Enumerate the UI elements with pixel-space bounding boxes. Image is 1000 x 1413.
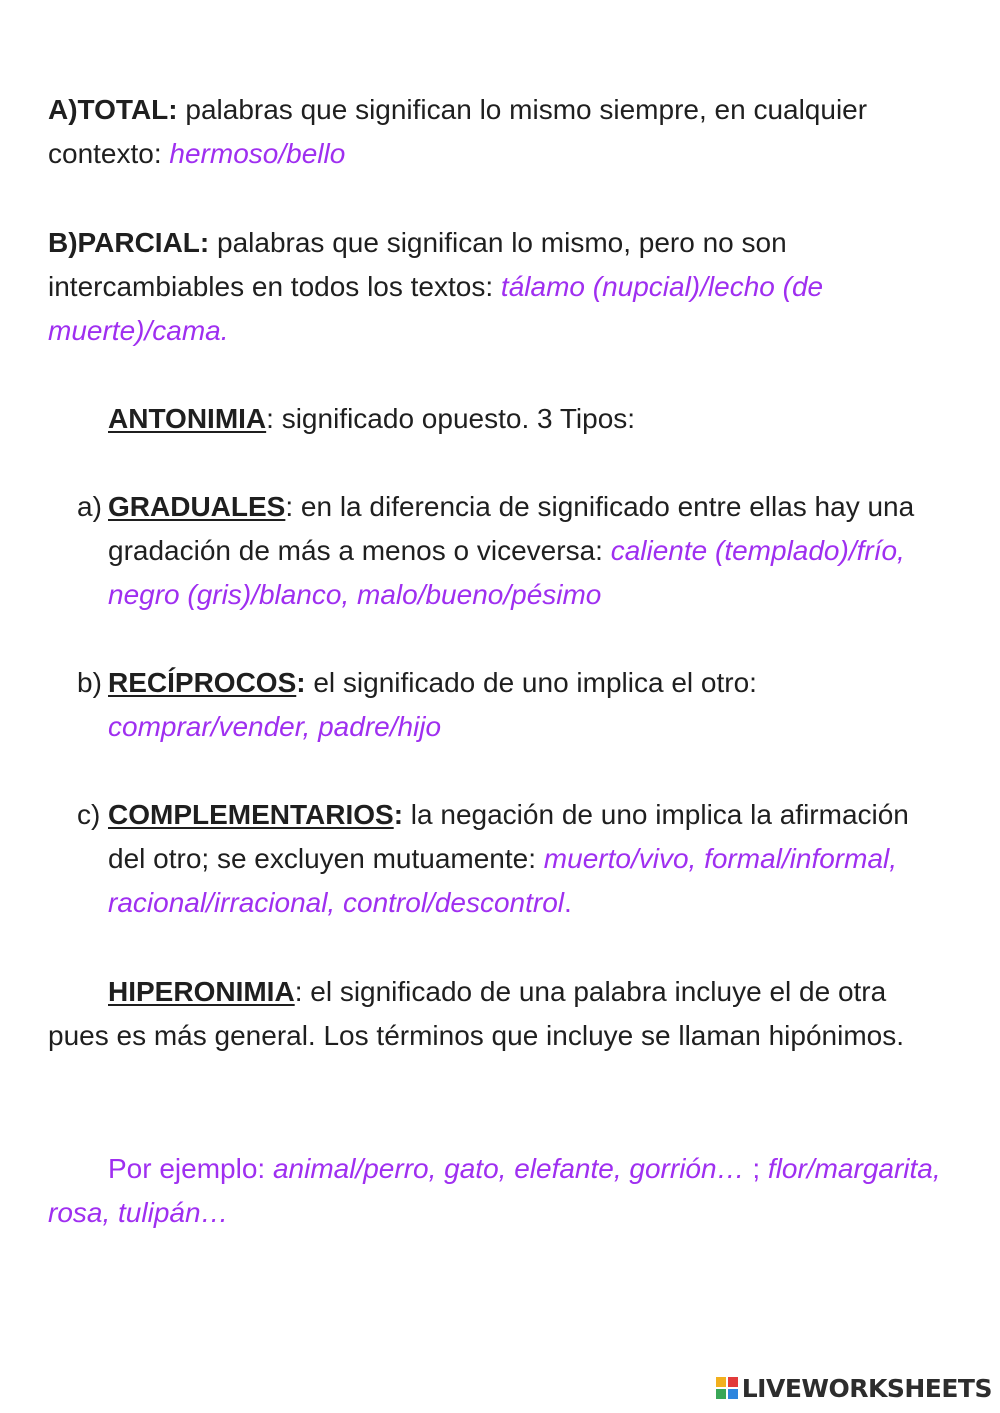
type-example: comprar/vender — [108, 711, 303, 742]
type-text: en la diferencia de significado entre ellas hay una gradación de más a menos o viceversa: — [108, 491, 915, 566]
logo-text: LIVEWORKSHEETS — [741, 1373, 992, 1403]
total-example: hermoso/bello — [169, 138, 346, 169]
type-text: el significado de uno implica el otro: — [305, 667, 757, 698]
antonimia-type-graduales — [77, 485, 948, 617]
hiperonimia-title: HIPERONIMIA — [108, 976, 295, 1007]
ejemplo-intro: Por ejemplo: — [108, 1153, 273, 1184]
sinonimia-parcial — [48, 221, 948, 353]
sinonimia-total — [48, 88, 948, 176]
logo-block — [728, 1377, 738, 1387]
ejemplo-separator: ; — [744, 1153, 768, 1184]
parcial-label: B)PARCIAL: — [48, 227, 210, 258]
antonimia-type-complementarios — [77, 793, 948, 925]
parcial-text: palabras que significan lo mismo, pero no son intercambiables en todos los textos: — [48, 227, 787, 302]
type-text: la negación de uno implica la afirmación del otro; se excluyen mutuamente: — [108, 799, 909, 874]
hiperonimia-text: : el significado de una palabra incluye el de otra pues es más general. Los términos que incluye se llaman hipónimos. — [48, 976, 905, 1051]
type-example: caliente (templado)/frío, negro (gris)/blanco, malo/bueno/pésimo — [108, 535, 905, 610]
type-example: muerto/vivo, formal/informal, racional/irracional, control/descontrol — [108, 843, 898, 918]
antonimia-title: ANTONIMIA — [108, 403, 267, 434]
type-tail: . — [564, 887, 572, 918]
logo-block — [716, 1377, 726, 1387]
list-marker: b) — [77, 667, 102, 698]
type-tail: , padre/hijo — [302, 711, 442, 742]
list-marker: c) — [77, 799, 101, 830]
ejemplo-example-1: animal/perro, gato, elefante, gorrión… — [272, 1153, 745, 1184]
type-colon: : — [393, 799, 404, 830]
type-label: GRADUALES — [108, 491, 286, 522]
type-colon: : — [296, 667, 306, 698]
logo-block — [716, 1389, 726, 1399]
hiperonimia-paragraph — [48, 970, 948, 1058]
total-label: A)TOTAL: — [48, 94, 178, 125]
ejemplo-example-2: flor/margarita, rosa, tulipán… — [48, 1153, 941, 1228]
total-text: palabras que significan lo mismo siempre, en cualquier contexto: — [48, 94, 868, 169]
liveworksheets-logo — [716, 1371, 992, 1405]
ejemplo-paragraph — [48, 1147, 948, 1235]
type-label: RECÍPROCOS — [108, 667, 297, 698]
type-label: COMPLEMENTARIOS — [108, 799, 394, 830]
type-colon: : — [285, 491, 294, 522]
antonimia-heading — [48, 397, 948, 441]
logo-block — [728, 1389, 738, 1399]
parcial-example: tálamo (nupcial)/lecho (de muerte)/cama. — [48, 271, 824, 346]
antonimia-text: : significado opuesto. 3 Tipos: — [266, 403, 636, 434]
antonimia-type-reciprocos — [77, 661, 948, 749]
list-marker: a) — [77, 491, 102, 522]
logo-blocks-icon — [716, 1377, 738, 1399]
